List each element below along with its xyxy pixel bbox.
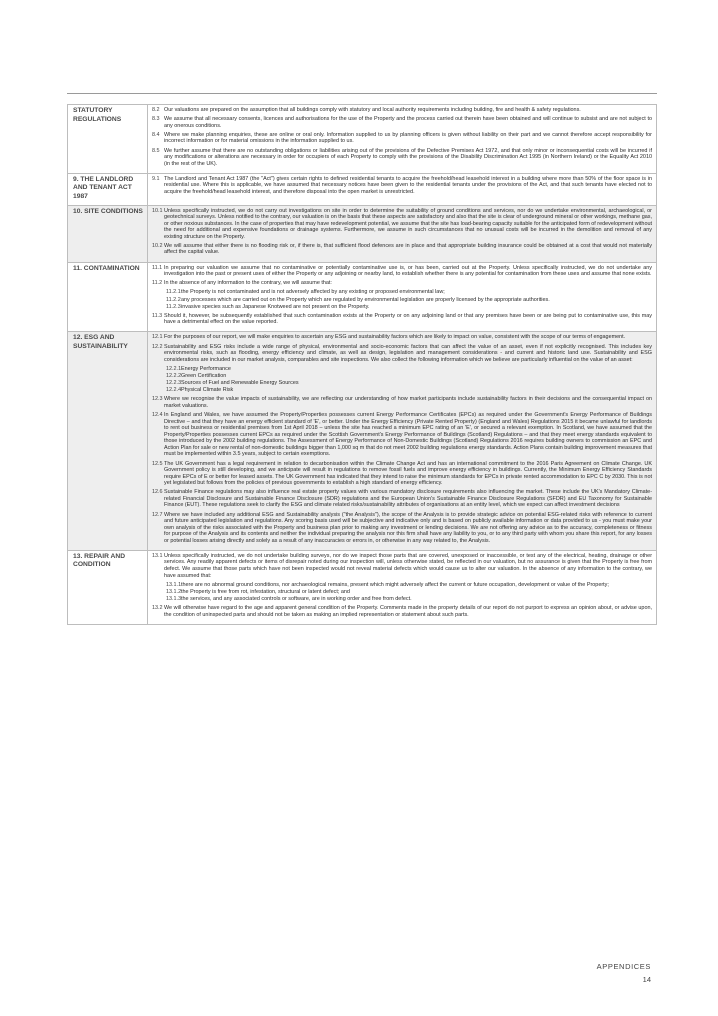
clause-number: 13.2 bbox=[152, 605, 163, 612]
subclause-number: 13.1.2 bbox=[166, 588, 182, 595]
subclause bbox=[166, 289, 652, 296]
subclause-text: invasive species such as Japanese Knotweed are not present on the Property. bbox=[181, 303, 370, 310]
clause-text: Sustainable Finance regulations may also influence real estate property values with various mandatory disclosure requirements also influencing the market. These include the UK's Mandatory Climate-related Financial Disclosure and Sustainable Finance Disclosure (SDR) regulations and the European Union's Sustainable Finance Disclosure Regulations (SFDR) and EU Taxonomy for Sustainable Finance (EUT). These regulations seek to clarify the ESG and climate related risks/sustainability attributes of organisations at an entity level, which we expect can affect investment decisions bbox=[164, 489, 652, 509]
clause-number: 11.3 bbox=[152, 312, 163, 319]
clause bbox=[152, 461, 652, 487]
subclause-text: Physical Climate Risk bbox=[181, 387, 234, 394]
clause-text: Where we have included any additional ESG and Sustainability analysis ("the Analysis"), the scope of the Analysis is to provide strategic advice on potential ESG-related risks with reference to current and future anticipated legislation and regulations. Any scoring basis used will be subjective and indicative only and is based on publicly available information or data provided to us - you must make your own analysis of the risks associated with the Property and business plan prior to making any investment or lending decisions. We are not offering any advice as to the accuracy, completeness or fitness for purpose of the Analysis and its contents and neither the individual preparing the analysis nor this firm shall have any liability to you, or to any third party with whom you share this report, for any losses or potential losses arising directly and solely as a result of any inaccuracies or errors in, or otherwise in any way related to, the Analysis. bbox=[164, 511, 652, 544]
subclause bbox=[166, 589, 652, 596]
section-heading: STATUTORY REGULATIONS bbox=[68, 105, 148, 174]
section-heading: 10. SITE CONDITIONS bbox=[68, 205, 148, 262]
page-number: 14 bbox=[642, 975, 651, 984]
clause-text: We further assume that there are no outstanding obligations or liabilities arising out of the provisions of the Defective Premises Act 1972, and that only minor or inconsequential costs will be incurred if any modifications or alterations are necessary in order for occupiers of each Property to comply with the provisions of the Disability Discrimination Act 1995 (in Northern Ireland) or the Equality Act 2010 (in the rest of the UK). bbox=[164, 147, 652, 167]
clause-text: Sustainability and ESG risks include a wide range of physical, environmental and socio-economic factors that can affect the value of an asset, even if not explicitly recognised. This includes key environmental risks, such as flooding, energy efficiency and climate, as well as design, legislation and management considerations - and current and historic land use. Sustainability and ESG considerations are included in our market analysis, comparables and site inspections. We also collect the following information which we believe are particularly influential on the value of an asset: bbox=[164, 343, 652, 363]
subclause-number: 12.2.4 bbox=[166, 387, 182, 394]
subclause-number: 11.2.1 bbox=[166, 289, 181, 296]
clause-text: In preparing our valuation we assume that no contaminative or potentially contaminative use is, or has been, carried out at the Property. Unless specifically instructed, we do not undertake any investigation into the past or present uses of either the Property or any adjoining or nearby land, to establish whether there is any potential for contamination from these uses and assume that none exists. bbox=[164, 264, 652, 278]
subclause bbox=[166, 380, 652, 387]
subclause-number: 11.2.2 bbox=[166, 296, 181, 303]
clause bbox=[152, 280, 652, 287]
clause bbox=[152, 132, 652, 145]
clause-number: 12.5 bbox=[152, 460, 163, 467]
clause-text: We assume that all necessary consents, licences and authorisations for the use of the Property and the process carried out therein have been obtained and will continue to subsist and are not subject to any onerous conditions. bbox=[164, 116, 652, 129]
subclause-number: 12.2.1 bbox=[166, 365, 182, 372]
clause bbox=[152, 489, 652, 509]
section-row bbox=[68, 105, 657, 174]
clause-number: 12.6 bbox=[152, 489, 163, 496]
section-heading: 13. REPAIR AND CONDITION bbox=[68, 550, 148, 624]
section-row bbox=[68, 173, 657, 205]
subclause-number: 11.2.3 bbox=[166, 303, 181, 310]
section-heading: 12. ESG AND SUSTAINABILITY bbox=[68, 332, 148, 550]
clause-number: 12.1 bbox=[152, 334, 163, 341]
clause-text: We will otherwise have regard to the age and apparent general condition of the Property. Comments made in the property details of our report do not purport to express an opinion about, or advise upon, the condition of uninspected parts and should not be taken as making an implied representation or statement about such parts. bbox=[164, 605, 652, 618]
section-body bbox=[148, 173, 657, 205]
clause bbox=[152, 605, 652, 618]
clause-number: 8.2 bbox=[152, 107, 160, 113]
clause-number: 11.1 bbox=[152, 264, 163, 271]
clause-number: 12.3 bbox=[152, 396, 163, 403]
subclause bbox=[166, 297, 652, 304]
clause-number: 8.3 bbox=[152, 116, 160, 123]
subclause-text: any processes which are carried out on the Property which are regulated by environmental legislation are properly licensed by the appropriate authorities. bbox=[181, 296, 550, 303]
clauses-table bbox=[67, 104, 657, 625]
clause-number: 9.1 bbox=[152, 175, 160, 182]
subclause bbox=[166, 582, 652, 589]
subclause bbox=[166, 387, 652, 394]
subclause-text: Green Certification bbox=[181, 373, 227, 379]
clause bbox=[152, 107, 652, 114]
clause-number: 8.5 bbox=[152, 147, 160, 154]
subclause-text: Sources of Fuel and Renewable Energy Sources bbox=[181, 380, 299, 387]
footer-section-label: APPENDICES bbox=[596, 962, 651, 971]
clause-number: 8.4 bbox=[152, 131, 160, 138]
subclause bbox=[166, 366, 652, 373]
clause bbox=[152, 344, 652, 364]
section-row bbox=[68, 205, 657, 262]
clause-text: Should it, however, be subsequently established that such contamination exists at the Property or on any adjoining land or that any premises have been or are being put to contaminative use, this may have a detrimental effect on the value reported. bbox=[164, 312, 652, 326]
section-body bbox=[148, 550, 657, 624]
clause bbox=[152, 265, 652, 278]
clause-number: 12.2 bbox=[152, 343, 163, 350]
section-body bbox=[148, 105, 657, 174]
subclause-text: the Property is not contaminated and is not adversely affected by any existing or proposed environmental law; bbox=[181, 289, 445, 296]
clause bbox=[152, 553, 652, 579]
clause-number: 13.1 bbox=[152, 552, 163, 559]
clause-text: For the purposes of our report, we will make enquiries to ascertain any ESG and sustainability factors which are likely to impact on value, consistent with the scope of our terms of engagement. bbox=[164, 334, 626, 341]
section-heading: 9. THE LANDLORD AND TENANT ACT 1987 bbox=[68, 173, 148, 205]
section-row bbox=[68, 262, 657, 332]
subclause-text: the Property is free from rot, infestation, structural or latent defect; and bbox=[181, 588, 350, 595]
section-body bbox=[148, 205, 657, 262]
clause-number: 12.4 bbox=[152, 412, 163, 419]
clause-number: 10.1 bbox=[152, 207, 163, 214]
subclause-text: Energy Performance bbox=[181, 365, 231, 372]
clause bbox=[152, 334, 652, 341]
clause-text: Our valuations are prepared on the assumption that all buildings comply with statutory and local authority requirements including building, fire and health & safety regulations. bbox=[164, 107, 581, 113]
subclause-number: 12.2.3 bbox=[166, 380, 182, 387]
subclause-text: the services, and any associated controls or software, are in working order and free from defect. bbox=[181, 595, 412, 602]
section-body bbox=[148, 262, 657, 332]
clause bbox=[152, 412, 652, 458]
clause-text: The Landlord and Tenant Act 1987 (the "Act") gives certain rights to defined residential tenants to acquire the freehold/head leasehold interest in a building where more than 50% of the floor space is in residential use. Where this is applicable, we have assumed that necessary notices have been given to the residential tenants under the provisions of the Act, and that such tenants have elected not to acquire the freehold/head leasehold interest, and therefore disposal into the open market is unrestricted. bbox=[164, 175, 652, 195]
subclause bbox=[166, 304, 652, 311]
clause-text: Unless specifically instructed, we do not undertake building surveys, nor do we inspect those parts that are covered, unexposed or inaccessible, or test any of the electrical, heating, drainage or other services. Any readily apparent defects or items of disrepair noted during our inspection will, unless otherwise stated, be reflected in our valuation, but no assurance is given that the Property is free from defect. We assume that those parts which have not been inspected would not reveal material defects which would cause us to alter our valuation. In the absence of any information to the contrary, we have assumed that: bbox=[164, 552, 652, 579]
subclause bbox=[166, 373, 652, 380]
clause-number: 12.7 bbox=[152, 511, 163, 518]
clause bbox=[152, 396, 652, 409]
section-body bbox=[148, 332, 657, 550]
header-rule bbox=[67, 93, 657, 94]
clause-text: In England and Wales, we have assumed the Property/Properties possesses current Energy Performance Certificates (EPCs) as required under the Government's Energy Performance of Buildings Directive – and that they have an energy efficient standard of 'E', or better. Under the Energy Efficiency (Private Rented Property) (England and Wales) Regulations 2015 it became unlawful for landlords to rent out business or residential premises from 1st April 2018 – unless the site has reached a minimum EPC rating of an 'E', or secured a relevant exemption. In Scotland, we have assumed that the Property/Properties possesses current EPCs as required under the Scottish Government's Energy Performance of Buildings (Scotland) Regulations – and that they meet energy standards equivalent to those introduced by the 2002 building regulations. The Assessment of Energy Performance of Non-Domestic Buildings (Scotland) Regulations 2016 requires building owners to commission an EPC and Action Plan for sale or new rental of non-domestic buildings bigger than 1,000 sq m that do not meet 2002 building regulations energy standards. Action Plans contain building improvement measures that must be implemented within 3.5 years, subject to certain exemptions. bbox=[164, 412, 652, 458]
section-heading: 11. CONTAMINATION bbox=[68, 262, 148, 332]
clause bbox=[152, 208, 652, 241]
subclause-number: 13.1.3 bbox=[166, 595, 182, 602]
clause bbox=[152, 313, 652, 326]
subclause bbox=[166, 596, 652, 603]
clause bbox=[152, 116, 652, 129]
clause-text: Unless specifically instructed, we do not carry out investigations on site in order to determine the suitability of ground conditions and services, nor do we undertake environmental, archaeological, or geotechnical surveys. Unless notified to the contrary, our valuation is on the basis that these aspects are satisfactory and also that the site is clear of underground mineral or other workings, methane gas, or other noxious substances. In the case of properties that may have redevelopment potential, we assume that the site has load-bearing capacity suitable for the anticipated form of redevelopment without the need for additional and expensive foundations or drainage systems. Furthermore, we assume in such circumstances that no unusual costs will be incurred in the demolition and removal of any existing structure on the Property. bbox=[164, 207, 652, 240]
subclause-number: 12.2.2 bbox=[166, 373, 182, 379]
subclause-text: there are no abnormal ground conditions, nor archaeological remains, present which might adversely affect the current or future occupation, development or value of the Property; bbox=[181, 581, 609, 588]
clause bbox=[152, 148, 652, 168]
clause-text: Where we recognise the value impacts of sustainability, we are reflecting our understanding of how market participants include sustainability factors in their decisions and the consequential impact on market valuations. bbox=[164, 396, 652, 409]
clause-text: In the absence of any information to the contrary, we will assume that: bbox=[164, 280, 332, 287]
clause bbox=[152, 512, 652, 545]
clause-text: We will assume that either there is no flooding risk or, if there is, that sufficient flood defences are in place and that appropriate building insurance could be obtained at a cost that would not materially affect the capital value. bbox=[164, 242, 652, 256]
clause-number: 10.2 bbox=[152, 242, 163, 249]
clause-text: The UK Government has a legal requirement in relation to decarbonisation within the Climate Change Act and has an international commitment to the 2016 Paris Agreement on Climate Change. UK Government policy is still developing, and we anticipate will result in regulations to remove fossil fuels and improve energy efficiency in buildings. Currently, the Minimum Energy Efficiency Standards require EPCs of E or better for leased assets. The UK Government has indicated that they intend to raise the minimum standards for EPCs in private rented accommodation to EPC C by 2030. This is not yet legislated but follows from the policies of previous governments to establish a high standard of energy efficiency. bbox=[164, 460, 652, 487]
clause-text: Where we make planning enquiries, these are online or oral only. Information supplied to us by planning officers is given without liability on their part and we cannot therefore accept responsibility for incorrect information or for material omissions in the information supplied to us. bbox=[164, 131, 652, 145]
clause-number: 11.2 bbox=[152, 280, 163, 287]
clause bbox=[152, 243, 652, 256]
section-row bbox=[68, 550, 657, 624]
section-row bbox=[68, 332, 657, 550]
clause bbox=[152, 176, 652, 196]
subclause-number: 13.1.1 bbox=[166, 581, 182, 588]
